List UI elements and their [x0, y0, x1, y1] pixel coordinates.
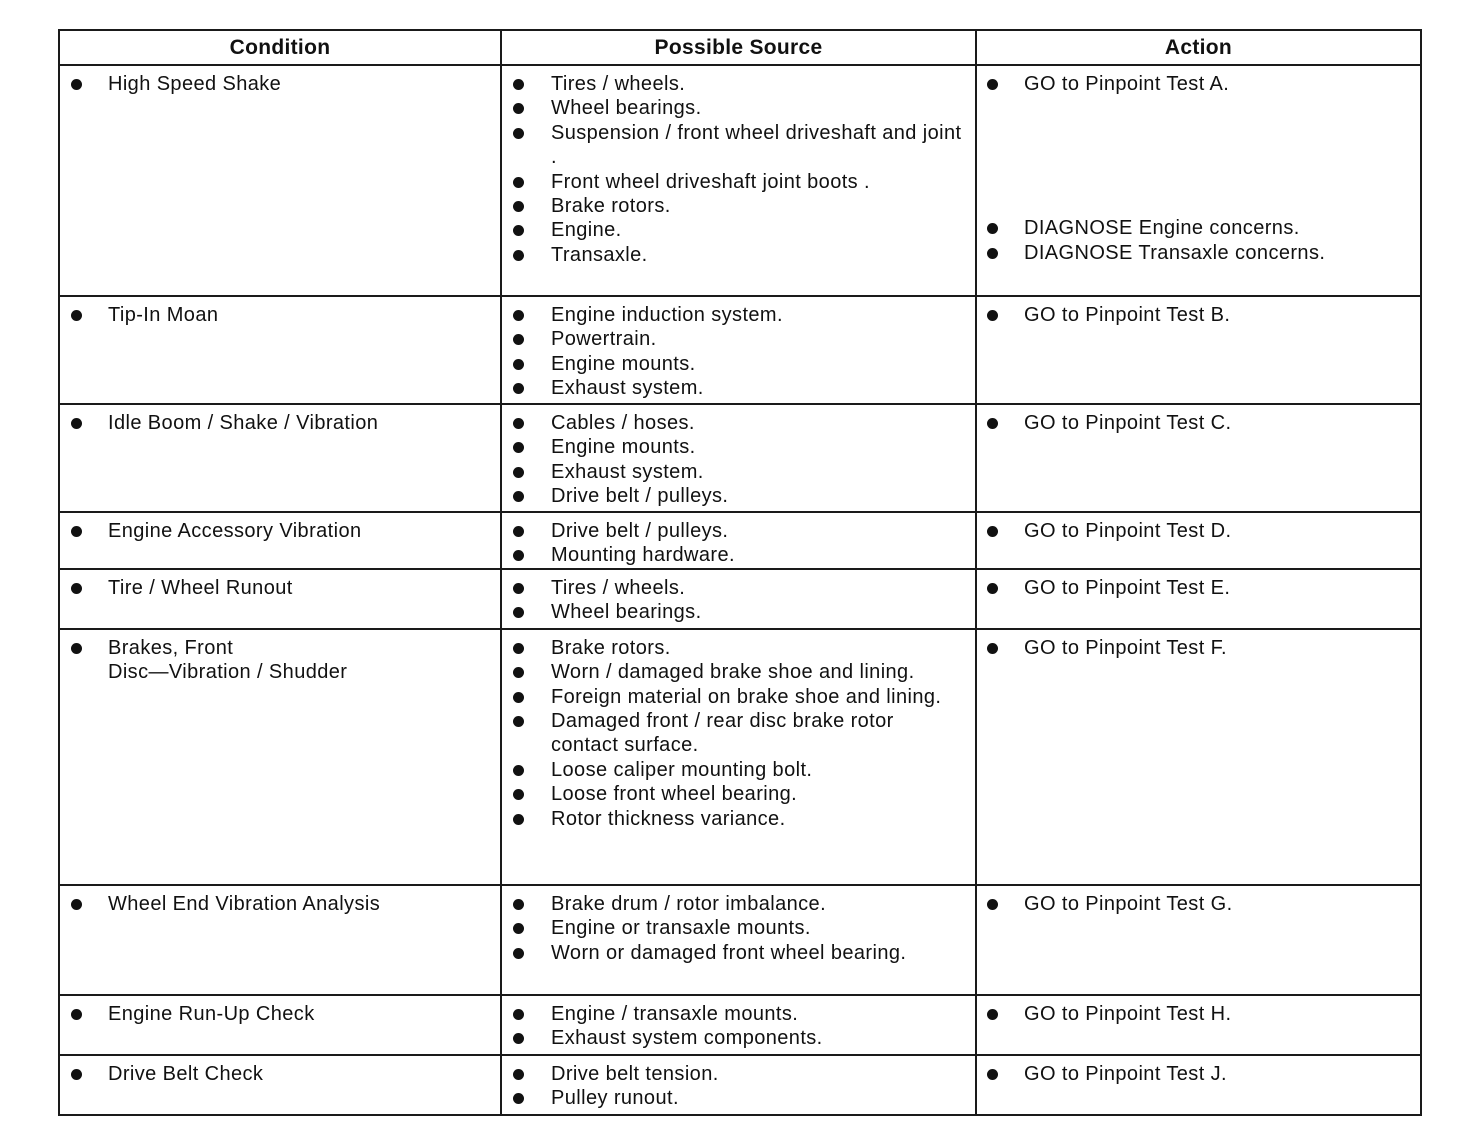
condition-cell: [59, 569, 501, 629]
list-item: [977, 519, 1410, 543]
bullet-icon: [513, 383, 524, 394]
bullet-icon: [987, 1009, 998, 1020]
action-list: [977, 886, 1420, 916]
bullet-icon: [513, 643, 524, 654]
source-text: Brake drum / rotor imbalance.: [551, 892, 827, 915]
list-item: [60, 892, 490, 916]
condition-list: [60, 996, 500, 1026]
bullet-icon: [987, 223, 998, 234]
bullet-icon: [513, 1009, 524, 1020]
list-item: [977, 303, 1410, 327]
header-row: [59, 30, 1421, 65]
table-row: [59, 65, 1421, 296]
bullet-icon: [513, 418, 524, 429]
possible-source-cell: [501, 569, 976, 629]
list-item: [502, 303, 965, 327]
source-text: Brake rotors.: [551, 195, 671, 218]
action-text: DIAGNOSE Engine concerns.: [1024, 217, 1300, 240]
action-cell: [976, 296, 1421, 404]
list-item: [502, 600, 965, 624]
source-list: [502, 405, 975, 509]
list-item: [502, 121, 965, 170]
list-item: [502, 543, 965, 567]
bullet-icon: [513, 103, 524, 114]
bullet-icon: [987, 79, 998, 90]
bullet-icon: [513, 225, 524, 236]
bullet-icon: [513, 716, 524, 727]
list-item: [977, 892, 1410, 916]
source-list: [502, 570, 975, 625]
source-list: [502, 1056, 975, 1111]
list-item: [502, 72, 965, 96]
bullet-icon: [513, 359, 524, 370]
diagnosis-table: [58, 29, 1422, 1116]
bullet-icon: [987, 899, 998, 910]
source-list: [502, 513, 975, 568]
possible-source-cell: [501, 885, 976, 995]
bullet-icon: [513, 607, 524, 618]
list-item: [502, 709, 965, 758]
list-item: [502, 170, 965, 194]
action-cell: [976, 995, 1421, 1055]
source-text: Worn / damaged brake shoe and lining.: [551, 661, 915, 684]
list-item: [60, 636, 490, 685]
action-list: [977, 66, 1420, 265]
bullet-icon: [987, 418, 998, 429]
bullet-icon: [987, 248, 998, 259]
source-text: Tires / wheels.: [551, 576, 686, 599]
condition-list: [60, 630, 500, 685]
table-row: [59, 1055, 1421, 1115]
source-text: Damaged front / rear disc brake rotor contact surface.: [551, 710, 894, 757]
source-text: Wheel bearings.: [551, 601, 702, 624]
list-item: [977, 241, 1410, 265]
source-list: [502, 66, 975, 267]
table-row: [59, 569, 1421, 629]
table-row: [59, 629, 1421, 885]
list-item: [502, 327, 965, 351]
bullet-icon: [513, 948, 524, 959]
bullet-icon: [513, 442, 524, 453]
source-text: Engine / transaxle mounts.: [551, 1002, 799, 1025]
list-item: [977, 576, 1410, 600]
action-cell: [976, 569, 1421, 629]
list-item: [502, 435, 965, 459]
bullet-icon: [513, 491, 524, 502]
condition-cell: [59, 404, 501, 512]
bullet-icon: [513, 334, 524, 345]
condition-text: Drive Belt Check: [108, 1062, 264, 1085]
list-item: [60, 1002, 490, 1026]
bullet-icon: [513, 79, 524, 90]
source-text: Exhaust system.: [551, 460, 704, 483]
list-item: [60, 1062, 490, 1086]
action-cell: [976, 629, 1421, 885]
list-item: [502, 576, 965, 600]
condition-cell: [59, 512, 501, 569]
source-text: Transaxle.: [551, 243, 648, 266]
bullet-icon: [513, 250, 524, 261]
bullet-icon: [513, 201, 524, 212]
list-item: [502, 194, 965, 218]
bullet-icon: [71, 310, 82, 321]
action-list: [977, 1056, 1420, 1086]
list-item: [977, 1002, 1410, 1026]
action-list: [977, 996, 1420, 1026]
bullet-icon: [513, 1093, 524, 1104]
bullet-icon: [71, 1009, 82, 1020]
list-item: [502, 1026, 965, 1050]
action-text: DIAGNOSE Transaxle concerns.: [1024, 241, 1326, 264]
bullet-icon: [513, 923, 524, 934]
bullet-icon: [513, 899, 524, 910]
list-item: [502, 941, 965, 965]
table-row: [59, 404, 1421, 512]
condition-cell: [59, 296, 501, 404]
source-text: Drive belt / pulleys.: [551, 520, 729, 542]
source-text: Tires / wheels.: [551, 73, 686, 95]
source-text: Loose caliper mounting bolt.: [551, 758, 813, 781]
source-text: Rotor thickness variance.: [551, 807, 786, 830]
list-item: [502, 218, 965, 242]
condition-list: [60, 513, 500, 543]
bullet-icon: [987, 583, 998, 594]
source-list: [502, 630, 975, 831]
condition-list: [60, 405, 500, 435]
bullet-icon: [513, 526, 524, 537]
condition-text: Engine Accessory Vibration: [108, 520, 362, 542]
condition-text: High Speed Shake: [108, 73, 282, 95]
source-text: Engine or transaxle mounts.: [551, 917, 811, 940]
source-text: Wheel bearings.: [551, 97, 702, 120]
action-cell: [976, 404, 1421, 512]
possible-source-cell: [501, 404, 976, 512]
bullet-icon: [513, 177, 524, 188]
list-item: [502, 660, 965, 684]
table-row: [59, 512, 1421, 569]
list-item: [502, 782, 965, 806]
list-item: [502, 460, 965, 484]
list-item: [502, 411, 965, 435]
bullet-icon: [513, 765, 524, 776]
action-text: GO to Pinpoint Test B.: [1024, 304, 1231, 326]
possible-source-cell: [501, 65, 976, 296]
action-text: GO to Pinpoint Test A.: [1024, 73, 1230, 95]
condition-text: Wheel End Vibration Analysis: [108, 892, 381, 915]
action-text: GO to Pinpoint Test F.: [1024, 636, 1227, 659]
bullet-icon: [987, 526, 998, 537]
source-text: Engine mounts.: [551, 436, 696, 459]
list-item: [502, 807, 965, 831]
action-cell: [976, 512, 1421, 569]
diagnosis-table-container: [58, 29, 1420, 1116]
condition-text: Tip-In Moan: [108, 304, 219, 326]
source-list: [502, 996, 975, 1051]
source-text: Engine induction system.: [551, 304, 783, 326]
action-cell: [976, 65, 1421, 296]
action-list: [977, 405, 1420, 435]
bullet-icon: [71, 526, 82, 537]
bullet-icon: [71, 1069, 82, 1080]
source-text: Worn or damaged front wheel bearing.: [551, 941, 907, 964]
header-condition: Condition: [59, 30, 501, 65]
list-item: [502, 636, 965, 660]
list-item: [502, 484, 965, 508]
list-item: [502, 1086, 965, 1110]
source-text: Engine mounts.: [551, 352, 696, 375]
condition-list: [60, 66, 500, 96]
source-text: Brake rotors.: [551, 636, 671, 659]
list-item: [502, 1002, 965, 1026]
list-item: [977, 216, 1410, 240]
source-text: Front wheel driveshaft joint boots .: [551, 170, 870, 193]
list-item: [502, 519, 965, 543]
condition-cell: [59, 1055, 501, 1115]
bullet-icon: [987, 643, 998, 654]
bullet-icon: [513, 128, 524, 139]
bullet-icon: [513, 550, 524, 561]
condition-text: Brakes, Front Disc—Vibration / Shudder: [108, 636, 348, 684]
bullet-icon: [513, 814, 524, 825]
bullet-icon: [987, 310, 998, 321]
bullet-icon: [513, 789, 524, 800]
list-item: [502, 758, 965, 782]
condition-list: [60, 297, 500, 327]
action-text: GO to Pinpoint Test J.: [1024, 1062, 1227, 1085]
action-text: GO to Pinpoint Test D.: [1024, 520, 1232, 542]
condition-cell: [59, 65, 501, 296]
action-list: [977, 570, 1420, 600]
header-possible-source: Possible Source: [501, 30, 976, 65]
list-item: [977, 72, 1410, 96]
condition-list: [60, 886, 500, 916]
condition-list: [60, 1056, 500, 1086]
list-item: [60, 519, 490, 543]
list-item: [502, 376, 965, 400]
bullet-icon: [987, 1069, 998, 1080]
action-text: GO to Pinpoint Test G.: [1024, 892, 1233, 915]
source-text: Suspension / front wheel driveshaft and joint .: [551, 121, 962, 169]
list-item: [60, 303, 490, 327]
bullet-icon: [71, 418, 82, 429]
list-item: [502, 96, 965, 120]
source-text: Exhaust system.: [551, 377, 704, 400]
bullet-icon: [513, 467, 524, 478]
condition-text: Idle Boom / Shake / Vibration: [108, 412, 379, 434]
bullet-icon: [71, 643, 82, 654]
condition-list: [60, 570, 500, 600]
bullet-icon: [71, 899, 82, 910]
condition-text: Tire / Wheel Runout: [108, 576, 293, 599]
possible-source-cell: [501, 296, 976, 404]
header-action: Action: [976, 30, 1421, 65]
possible-source-cell: [501, 512, 976, 569]
list-item: [502, 243, 965, 267]
possible-source-cell: [501, 629, 976, 885]
action-list: [977, 297, 1420, 327]
condition-text: Engine Run-Up Check: [108, 1002, 315, 1025]
list-item: [977, 636, 1410, 660]
table-row: [59, 885, 1421, 995]
action-cell: [976, 1055, 1421, 1115]
bullet-icon: [71, 583, 82, 594]
bullet-icon: [513, 692, 524, 703]
list-item: [977, 411, 1410, 435]
source-text: Drive belt tension.: [551, 1062, 719, 1085]
source-text: Drive belt / pulleys.: [551, 485, 729, 508]
bullet-icon: [513, 310, 524, 321]
action-list: [977, 513, 1420, 543]
condition-cell: [59, 629, 501, 885]
source-text: Exhaust system components.: [551, 1027, 823, 1050]
action-text: GO to Pinpoint Test H.: [1024, 1002, 1232, 1025]
list-item: [60, 72, 490, 96]
condition-cell: [59, 995, 501, 1055]
bullet-icon: [513, 1069, 524, 1080]
list-item: [60, 411, 490, 435]
possible-source-cell: [501, 1055, 976, 1115]
list-item: [502, 685, 965, 709]
source-text: Pulley runout.: [551, 1087, 679, 1110]
source-text: Foreign material on brake shoe and lining.: [551, 685, 942, 708]
list-item: [502, 892, 965, 916]
source-text: Mounting hardware.: [551, 544, 735, 567]
source-text: Powertrain.: [551, 328, 657, 351]
table-body: [59, 65, 1421, 1115]
bullet-icon: [513, 1033, 524, 1044]
source-text: Engine.: [551, 219, 622, 242]
possible-source-cell: [501, 995, 976, 1055]
list-item: [502, 1062, 965, 1086]
bullet-icon: [513, 583, 524, 594]
list-item: [977, 1062, 1410, 1086]
action-cell: [976, 885, 1421, 995]
action-text: GO to Pinpoint Test C.: [1024, 412, 1232, 434]
source-text: Loose front wheel bearing.: [551, 783, 798, 806]
table-row: [59, 296, 1421, 404]
list-item: [60, 576, 490, 600]
source-list: [502, 886, 975, 965]
source-list: [502, 297, 975, 401]
bullet-icon: [513, 667, 524, 678]
table-row: [59, 995, 1421, 1055]
action-text: GO to Pinpoint Test E.: [1024, 576, 1231, 599]
action-list: [977, 630, 1420, 660]
bullet-icon: [71, 79, 82, 90]
source-text: Cables / hoses.: [551, 412, 695, 434]
condition-cell: [59, 885, 501, 995]
list-item: [502, 352, 965, 376]
list-item: [502, 916, 965, 940]
